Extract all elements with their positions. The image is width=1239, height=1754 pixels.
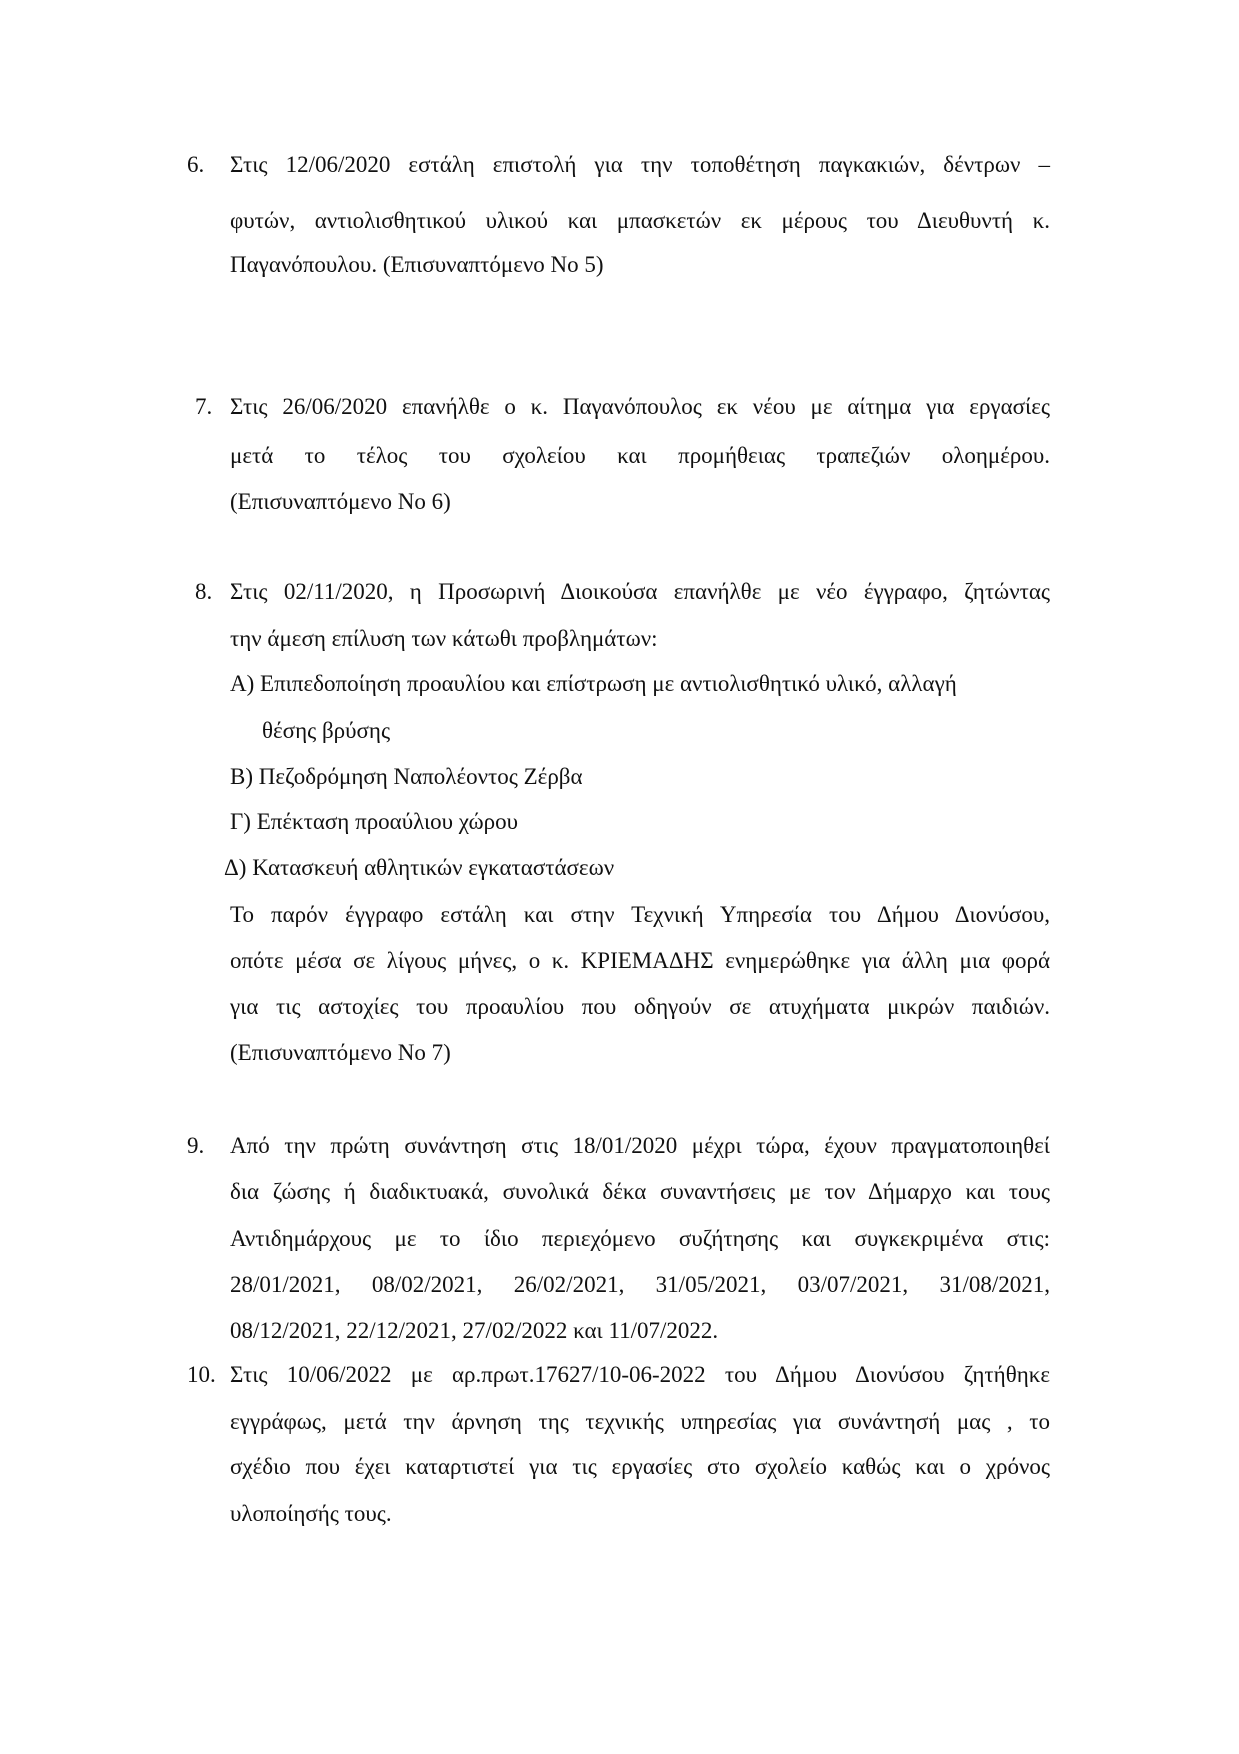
item-number: 6. [187, 152, 205, 177]
item-line: την άμεση επίλυση των κάτωθι προβλημάτων: [230, 626, 658, 651]
sub-item: Γ) Επέκταση προαύλιου χώρου [230, 809, 519, 834]
sub-item: Α) Επιπεδοποίηση προαυλίου και επίστρωση με αντιολισθητικό υλικό, αλλαγή [230, 671, 957, 696]
sub-item: Β) Πεζοδρόμηση Ναπολέοντος Ζέρβα [230, 764, 583, 789]
item-line: εγγράφως, μετά την άρνηση της τεχνικής υπηρεσίας για συνάντησή μας , το [230, 1409, 1050, 1434]
item-line: μετά το τέλος του σχολείου και προμήθειας τραπεζιών ολοημέρου. [230, 443, 1050, 468]
item-line: Αντιδημάρχους με το ίδιο περιεχόμενο συζήτησης και συγκεκριμένα στις: [230, 1226, 1050, 1251]
item-line: δια ζώσης ή διαδικτυακά, συνολικά δέκα συναντήσεις με τον Δήμαρχο και τους [230, 1179, 1050, 1204]
sub-item-continuation: θέσης βρύσης [262, 718, 391, 743]
item-line: υλοποίησής τους. [230, 1501, 392, 1526]
item-line: (Επισυναπτόμενο Νο 6) [230, 489, 451, 514]
item-line: Στις 02/11/2020, η Προσωρινή Διοικούσα επανήλθε με νέο έγγραφο, ζητώντας [230, 579, 1050, 604]
item-line: Στις 26/06/2020 επανήλθε ο κ. Παγανόπουλος εκ νέου με αίτημα για εργασίες [230, 394, 1050, 419]
item-line: σχέδιο που έχει καταρτιστεί για τις εργασίες στο σχολείο καθώς και ο χρόνος [230, 1454, 1050, 1479]
item-line: για τις αστοχίες του προαυλίου που οδηγούν σε ατυχήματα μικρών παιδιών. [230, 994, 1050, 1019]
item-line: Παγανόπουλου. (Επισυναπτόμενο Νο 5) [230, 252, 604, 277]
item-number: 7. [195, 394, 213, 419]
item-number: 10. [187, 1362, 216, 1387]
item-number: 9. [187, 1133, 205, 1158]
item-line: φυτών, αντιολισθητικού υλικού και μπασκετών εκ μέρους του Διευθυντή κ. [230, 208, 1050, 233]
item-line: Στις 12/06/2020 εστάλη επιστολή για την τοποθέτηση παγκακιών, δέντρων – [230, 152, 1050, 177]
item-line: (Επισυναπτόμενο Νο 7) [230, 1040, 451, 1065]
item-line: οπότε μέσα σε λίγους μήνες, ο κ. ΚΡΙΕΜΑΔΗΣ ενημερώθηκε για άλλη μια φορά [230, 948, 1050, 973]
item-line: Στις 10/06/2022 με αρ.πρωτ.17627/10-06-2022 του Δήμου Διονύσου ζητήθηκε [230, 1362, 1050, 1387]
item-line: Το παρόν έγγραφο εστάλη και στην Τεχνική Υπηρεσία του Δήμου Διονύσου, [230, 902, 1050, 927]
item-line: 28/01/2021, 08/02/2021, 26/02/2021, 31/05/2021, 03/07/2021, 31/08/2021, [230, 1272, 1050, 1297]
item-line: Από την πρώτη συνάντηση στις 18/01/2020 μέχρι τώρα, έχουν πραγματοποιηθεί [230, 1133, 1050, 1158]
item-number: 8. [195, 579, 213, 604]
sub-item: Δ) Κατασκευή αθλητικών εγκαταστάσεων [224, 855, 615, 880]
item-line: 08/12/2021, 22/12/2021, 27/02/2022 και 11/07/2022. [230, 1318, 719, 1343]
